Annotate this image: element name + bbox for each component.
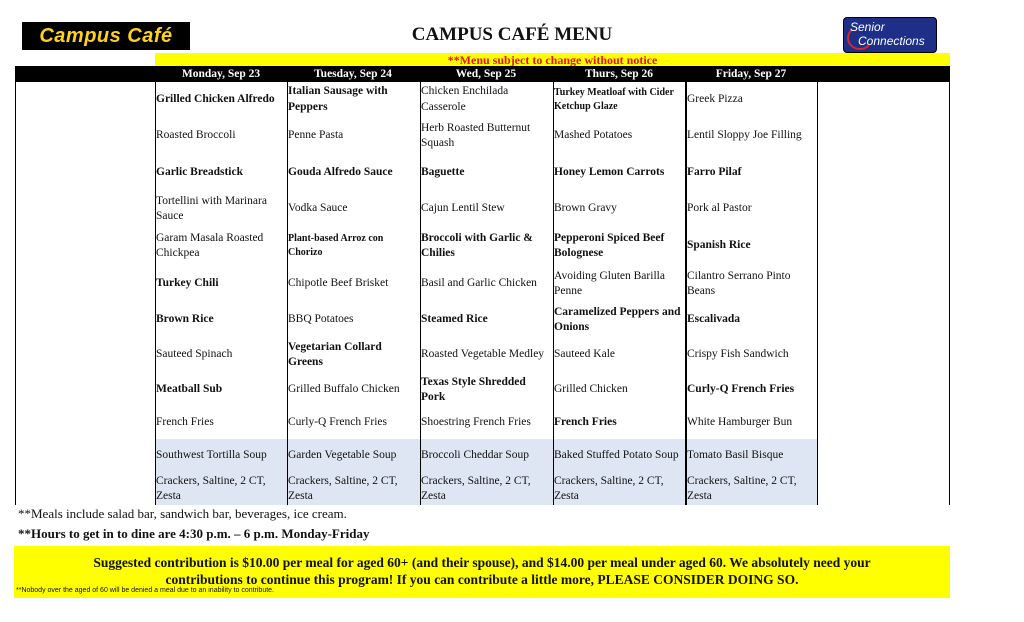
menu-cell-r8-c2: Vegetarian Collard Greens xyxy=(288,340,382,368)
menu-cell-r12-c2: Crackers, Saltine, 2 CT, Zesta xyxy=(288,474,398,502)
menu-cell-r11-c4: Baked Stuffed Potato Soup xyxy=(554,449,679,462)
menu-cell-r12-c4: Crackers, Saltine, 2 CT, Zesta xyxy=(554,474,664,502)
menu-cell-r1-c2: Italian Sausage with Peppers xyxy=(288,85,388,113)
menu-cell-r4-c5: Pork al Pastor xyxy=(687,202,752,215)
day-header-wednesday: Wed, Sep 25 xyxy=(455,68,517,80)
menu-cell-r1-c1: Grilled Chicken Alfredo xyxy=(156,92,275,105)
contribution-line-1: Suggested contribution is $10.00 per meal for aged 60+ (and their spouse), and $14.00 per meal under aged 60. We absolutely need your xyxy=(93,555,871,570)
contribution-line-2: contributions to continue this program! If you can contribute a little more, PLEASE CONSIDER DOING SO. xyxy=(165,572,799,587)
campus-cafe-logo-text: Campus Café xyxy=(39,24,173,47)
menu-cell-r5-c2: Plant-based Arroz con Chorizo xyxy=(288,233,384,258)
menu-cell-r10-c3: Shoestring French Fries xyxy=(421,416,531,429)
senior-connections-logo xyxy=(843,17,937,53)
menu-cell-r3-c4: Honey Lemon Carrots xyxy=(554,166,665,179)
menu-cell-r8-c5: Crispy Fish Sandwich xyxy=(687,348,789,361)
menu-cell-r7-c5: Escalivada xyxy=(687,313,741,326)
day-header-tuesday: Tuesday, Sep 24 xyxy=(314,68,392,80)
contribution-footnote: **Nobody over the aged of 60 will be denied a meal due to an inability to contribute. xyxy=(16,587,275,594)
menu-table xyxy=(15,82,950,505)
menu-cell-r6-c4: Avoiding Gluten Barilla Penne xyxy=(554,269,665,297)
menu-cell-r5-c5: Spanish Rice xyxy=(687,239,751,252)
menu-cell-r5-c3: Broccoli with Garlic & Chilies xyxy=(421,231,533,259)
menu-cell-r6-c5: Cilantro Serrano Pinto Beans xyxy=(687,269,791,297)
day-header-friday: Friday, Sep 27 xyxy=(715,68,787,80)
menu-cell-r8-c3: Roasted Vegetable Medley xyxy=(421,348,545,361)
menu-change-notice: **Menu subject to change without notice xyxy=(155,53,950,66)
menu-cell-r7-c1: Brown Rice xyxy=(156,313,214,326)
menu-cell-r6-c2: Chipotle Beef Brisket xyxy=(288,277,389,290)
menu-cell-r2-c4: Mashed Potatoes xyxy=(554,129,633,142)
day-header-monday: Monday, Sep 23 xyxy=(181,68,261,80)
menu-cell-r7-c3: Steamed Rice xyxy=(421,313,488,326)
menu-cell-r10-c1: French Fries xyxy=(156,416,214,429)
menu-cell-r6-c3: Basil and Garlic Chicken xyxy=(421,277,537,290)
contribution-text xyxy=(14,554,950,588)
menu-cell-r11-c5: Tomato Basil Bisque xyxy=(687,449,784,462)
menu-cell-r8-c1: Sauteed Spinach xyxy=(156,348,233,361)
menu-cell-r2-c5: Lentil Sloppy Joe Filling xyxy=(687,129,802,142)
menu-cell-r9-c1: Meatball Sub xyxy=(156,383,223,396)
menu-cell-r10-c5: White Hamburger Bun xyxy=(687,416,793,429)
senior-connections-logo-line2: Connections xyxy=(858,34,925,48)
menu-cell-r6-c1: Turkey Chili xyxy=(156,277,219,290)
menu-cell-r9-c4: Grilled Chicken xyxy=(554,383,628,396)
menu-cell-r1-c3: Chicken Enchilada Casserole xyxy=(421,85,509,113)
menu-cell-r2-c3: Herb Roasted Butternut Squash xyxy=(421,121,531,149)
table-border-right xyxy=(949,82,950,505)
menu-cell-r2-c2: Penne Pasta xyxy=(288,129,344,142)
meals-note: **Meals include salad bar, sandwich bar, beverages, ice cream. xyxy=(18,506,347,521)
menu-cell-r3-c3: Baguette xyxy=(421,166,465,179)
contribution-banner xyxy=(14,546,950,598)
menu-cell-r8-c4: Sauteed Kale xyxy=(554,348,615,361)
menu-cell-r10-c2: Curly-Q French Fries xyxy=(288,416,388,429)
menu-cell-r5-c4: Pepperoni Spiced Beef Bolognese xyxy=(554,231,665,259)
day-header-thursday: Thurs, Sep 26 xyxy=(584,68,654,80)
table-border-left xyxy=(15,82,16,505)
menu-cell-r3-c2: Gouda Alfredo Sauce xyxy=(288,166,393,179)
menu-cell-r11-c2: Garden Vegetable Soup xyxy=(288,449,397,462)
menu-cell-r2-c1: Roasted Broccoli xyxy=(156,129,236,142)
menu-cell-r1-c4: Turkey Meatloaf with Cider Ketchup Glaze xyxy=(554,86,674,112)
senior-connections-logo-line1: Senior xyxy=(850,20,885,34)
menu-cell-r12-c3: Crackers, Saltine, 2 CT, Zesta xyxy=(421,474,531,502)
menu-cell-r7-c2: BBQ Potatoes xyxy=(288,313,354,326)
column-divider xyxy=(817,82,818,505)
menu-cell-r3-c5: Farro Pilaf xyxy=(687,166,742,179)
menu-cell-r12-c1: Crackers, Saltine, 2 CT, Zesta xyxy=(156,474,266,502)
day-header-bar xyxy=(15,66,950,82)
menu-cell-r12-c5: Crackers, Saltine, 2 CT, Zesta xyxy=(687,474,797,502)
menu-cell-r11-c1: Southwest Tortilla Soup xyxy=(156,449,267,462)
menu-cell-r9-c2: Grilled Buffalo Chicken xyxy=(288,383,400,396)
menu-cell-r7-c4: Caramelized Peppers and Onions xyxy=(554,305,681,333)
menu-cell-r1-c5: Greek Pizza xyxy=(687,92,743,105)
menu-cell-r4-c4: Brown Gravy xyxy=(554,202,617,215)
page-title: CAMPUS CAFÉ MENU xyxy=(411,24,613,45)
menu-cell-r11-c3: Broccoli Cheddar Soup xyxy=(421,449,529,462)
hours-note: **Hours to get in to dine are 4:30 p.m. – 6 p.m. Monday-Friday xyxy=(18,526,370,541)
menu-cell-r4-c3: Cajun Lentil Stew xyxy=(421,202,505,215)
menu-cell-r5-c1: Garam Masala Roasted Chickpea xyxy=(156,231,264,259)
menu-cell-r9-c3: Texas Style Shredded Pork xyxy=(421,375,526,403)
menu-cell-r4-c1: Tortellini with Marinara Sauce xyxy=(156,194,267,222)
menu-cell-r3-c1: Garlic Breadstick xyxy=(156,166,243,179)
menu-cell-r9-c5: Curly-Q French Fries xyxy=(687,383,795,396)
menu-cell-r4-c2: Vodka Sauce xyxy=(288,202,348,215)
menu-cell-r10-c4: French Fries xyxy=(554,416,617,429)
